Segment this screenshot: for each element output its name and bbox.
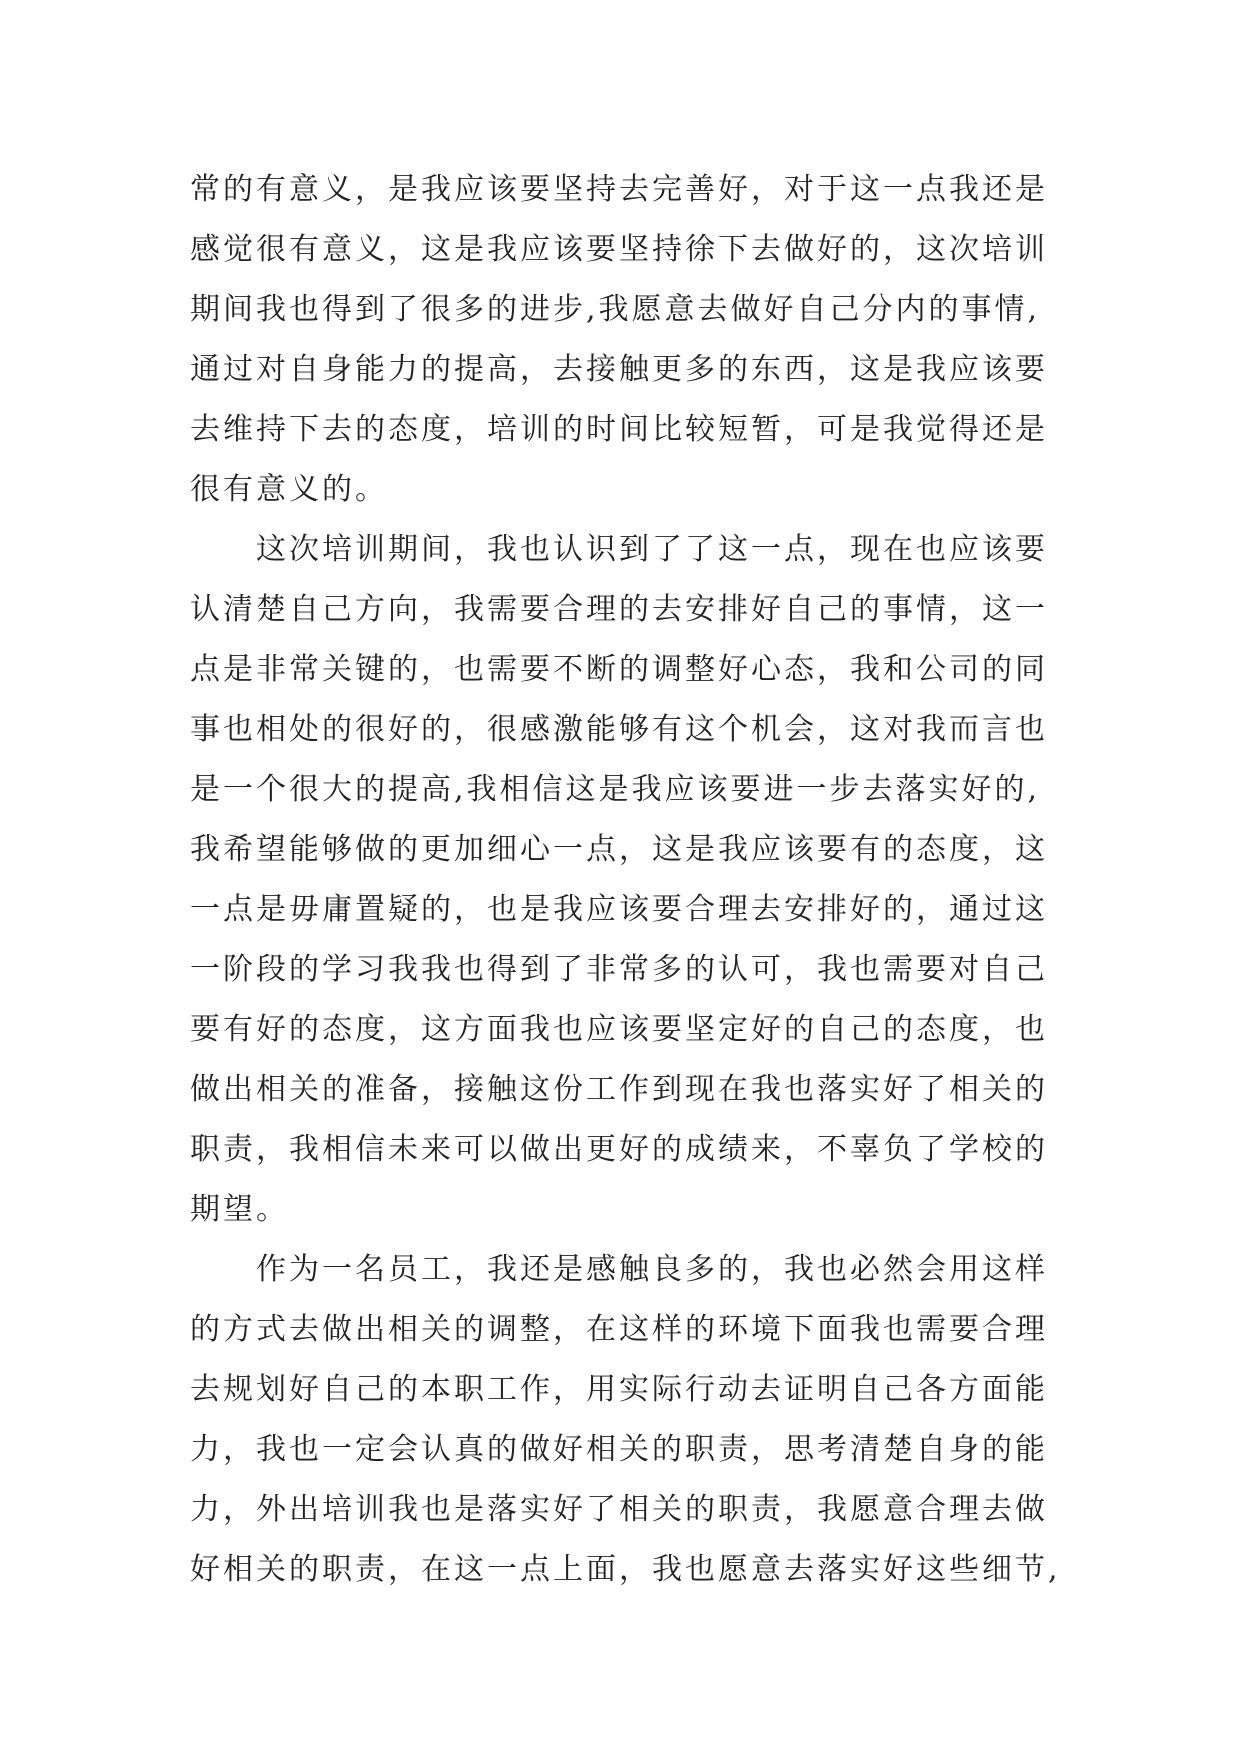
- text-line: 很有意义的。: [190, 472, 388, 507]
- text-line: 事也相处的很好的，很感激能够有这个机会，这对我而言也: [190, 712, 1048, 747]
- text-line: 我希望能够做的更加细心一点，这是我应该要有的态度，这: [190, 832, 1048, 867]
- text-line: 通过对自身能力的提高，去接触更多的东西，这是我应该要: [190, 352, 1048, 387]
- text-line: 这次培训期间，我也认识到了了这一点，现在也应该要: [190, 532, 1048, 567]
- text-line: 要有好的态度，这方面我也应该要坚定好的自己的态度，也: [190, 1012, 1048, 1047]
- text-line: 一阶段的学习我我也得到了非常多的认可，我也需要对自己: [190, 952, 1048, 987]
- body-text: [190, 160, 1070, 1600]
- text-line: 好相关的职责，在这一点上面，我也愿意去落实好这些细节,: [190, 1552, 1061, 1587]
- text-line: 是一个很大的提高,我相信这是我应该要进一步去落实好的,: [190, 772, 1041, 807]
- text-line: 认清楚自己方向，我需要合理的去安排好自己的事情，这一: [190, 592, 1048, 627]
- text-line: 力，外出培训我也是落实好了相关的职责，我愿意合理去做: [190, 1492, 1048, 1527]
- text-line: 的方式去做出相关的调整，在这样的环境下面我也需要合理: [190, 1312, 1048, 1347]
- text-line: 去规划好自己的本职工作，用实际行动去证明自己各方面能: [190, 1372, 1048, 1407]
- text-line: 点是非常关键的，也需要不断的调整好心态，我和公司的同: [190, 652, 1048, 687]
- text-line: 去维持下去的态度，培训的时间比较短暂，可是我觉得还是: [190, 412, 1048, 447]
- text-line: 作为一名员工，我还是感触良多的，我也必然会用这样: [190, 1252, 1048, 1287]
- text-line: 期望。: [190, 1192, 289, 1227]
- text-line: 力，我也一定会认真的做好相关的职责，思考清楚自身的能: [190, 1432, 1048, 1467]
- text-line: 常的有意义，是我应该要坚持去完善好，对于这一点我还是: [190, 172, 1048, 207]
- text-line: 一点是毋庸置疑的，也是我应该要合理去安排好的，通过这: [190, 892, 1048, 927]
- text-line: 做出相关的准备，接触这份工作到现在我也落实好了相关的: [190, 1072, 1048, 1107]
- text-line: 期间我也得到了很多的进步,我愿意去做好自己分内的事情,: [190, 292, 1041, 327]
- text-line: 感觉很有意义，这是我应该要坚持徐下去做好的，这次培训: [190, 232, 1048, 267]
- text-line: 职责，我相信未来可以做出更好的成绩来，不辜负了学校的: [190, 1132, 1048, 1167]
